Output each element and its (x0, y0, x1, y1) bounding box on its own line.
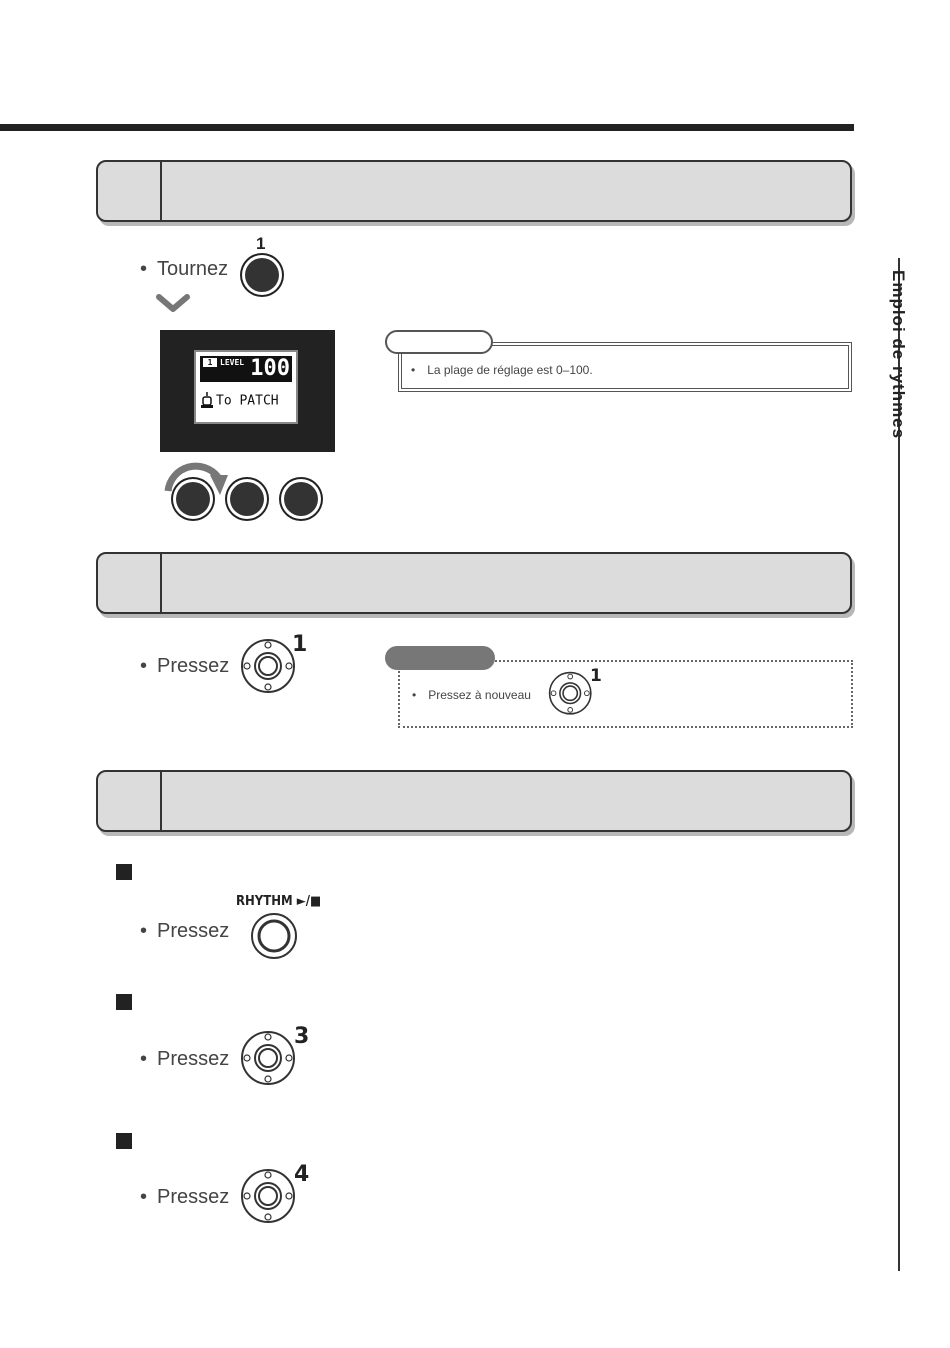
switch-number: 3 (294, 1024, 310, 1049)
knob-number: 1 (256, 234, 266, 253)
square-bullet-icon (116, 994, 132, 1010)
square-bullet-icon (116, 864, 132, 880)
rhythm-button-icon (250, 912, 298, 965)
knob-icon (230, 482, 264, 516)
side-tab-label: Emploi de rythmes (889, 270, 908, 440)
step-1-instruction: • Tournez (140, 258, 228, 281)
footswitch-icon (548, 671, 594, 722)
knob-icon (245, 258, 279, 292)
square-bullet-icon (116, 1133, 132, 1149)
sub-action-3-instruction: • Pressez (140, 1186, 229, 1209)
step-2-bar (96, 552, 852, 614)
sub-action-1-instruction: • Pressez (140, 920, 229, 943)
step-2-instruction: • Pressez (140, 655, 229, 678)
note-switch-number: 1 (590, 666, 602, 686)
footswitch-icon (240, 638, 298, 701)
step-3-bar (96, 770, 852, 832)
step-1-bar (96, 160, 852, 222)
note-2-tab (385, 646, 495, 670)
footswitch-icon (240, 1168, 298, 1231)
lcd-screen (194, 350, 298, 424)
note-2-text: • Pressez à nouveau (412, 688, 531, 702)
top-rule (0, 124, 854, 131)
knob-icon (176, 482, 210, 516)
note-2-box (398, 660, 853, 728)
switch-number: 4 (294, 1162, 310, 1187)
lcd-param-value: 100 (250, 356, 290, 381)
lcd-param-label: LEVEL (220, 358, 245, 367)
note-1-tab (385, 330, 493, 354)
side-tab (870, 258, 926, 458)
switch-number: 1 (292, 632, 308, 657)
rhythm-button-label: RHYTHM ►/■ (236, 894, 322, 909)
pedal-icon (200, 392, 214, 410)
chevron-down-icon (156, 294, 190, 314)
lcd-bottom-text: To PATCH (216, 393, 279, 409)
note-1-text: • La plage de réglage est 0–100. (411, 363, 593, 377)
lcd-param-number: 1 (203, 358, 217, 367)
lcd-param-row (200, 356, 292, 382)
lcd-display (160, 330, 335, 452)
sub-action-2-instruction: • Pressez (140, 1048, 229, 1071)
lcd-bottom-row (200, 392, 279, 410)
knob-icon (284, 482, 318, 516)
footswitch-icon (240, 1030, 298, 1093)
